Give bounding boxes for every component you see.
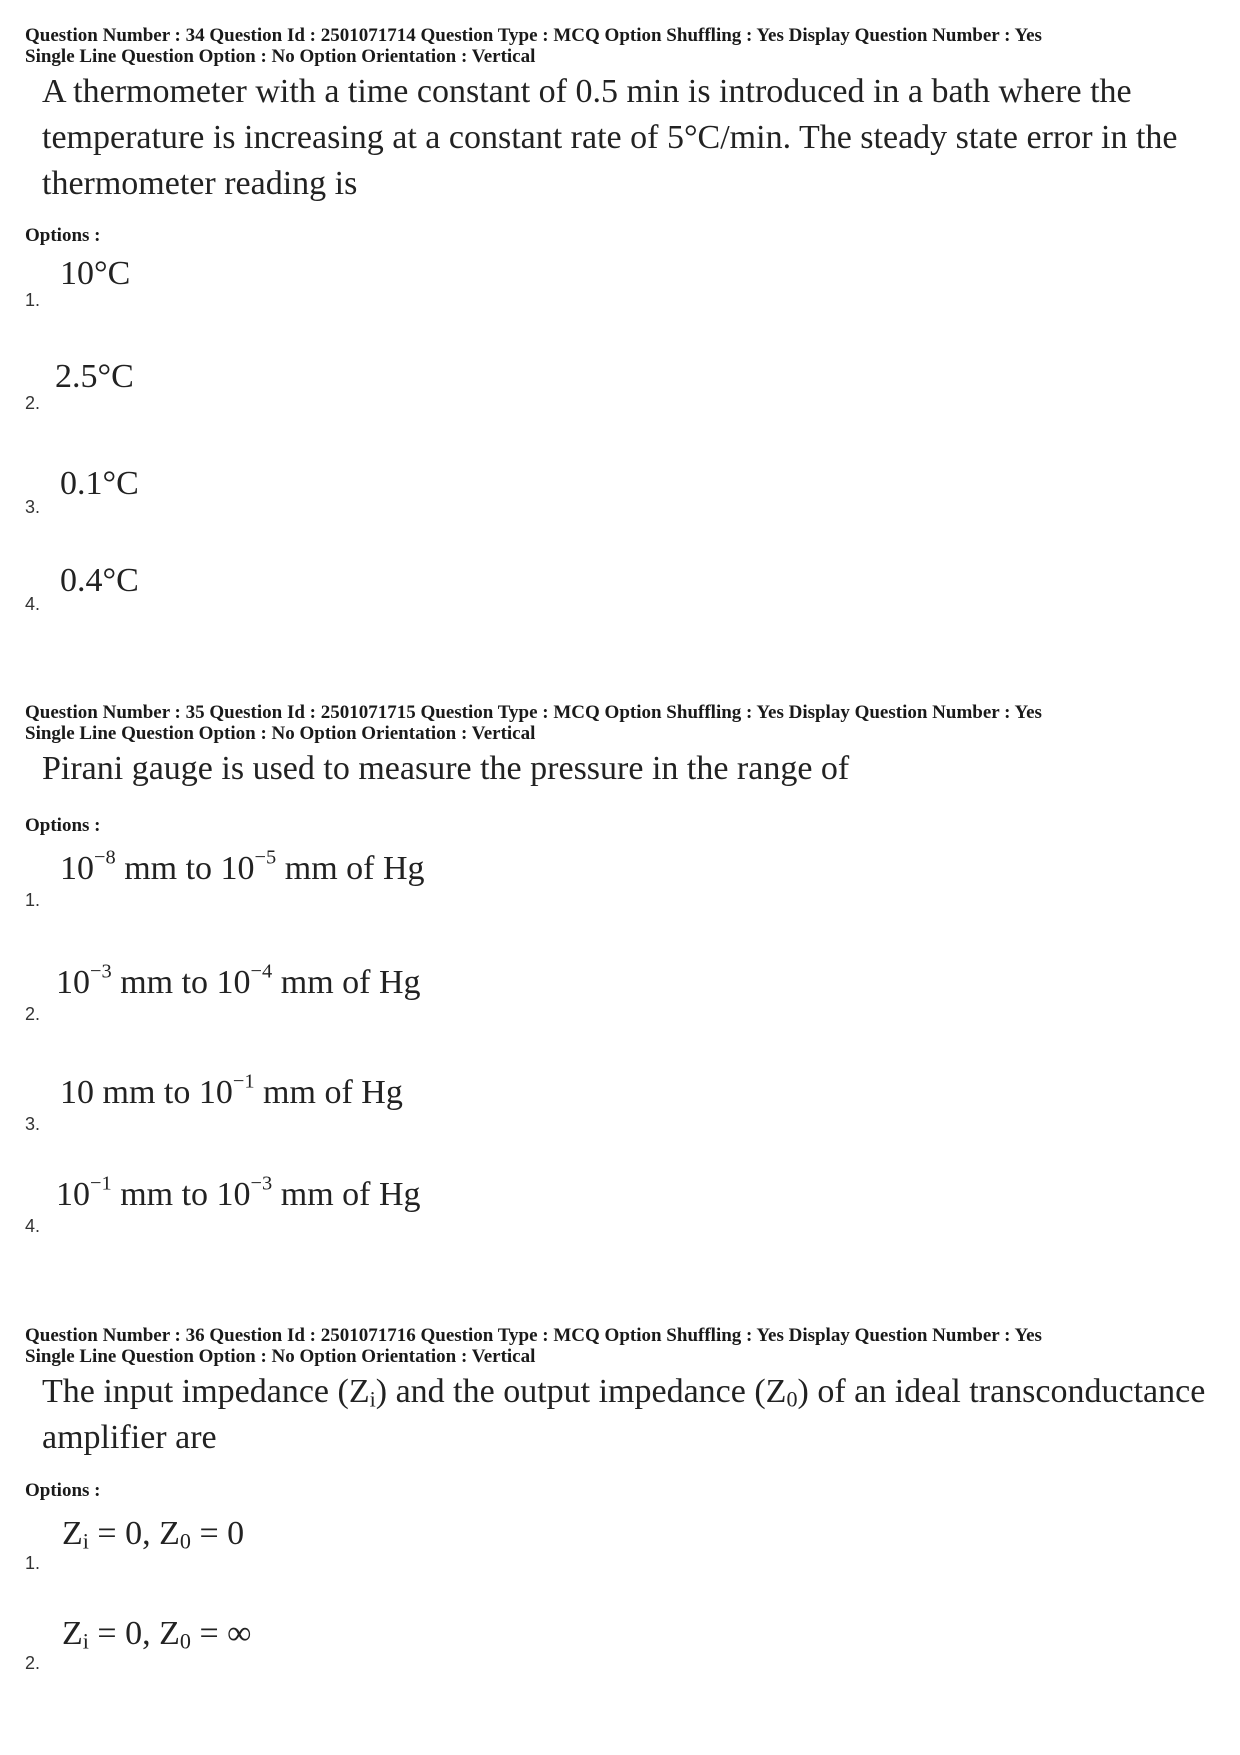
question-meta-line-1: Question Number : 34 Question Id : 2501071714 Question Type : MCQ Option Shuffling : Yes Display Question Number : Yes [25, 25, 1042, 46]
option-text: 10 mm to $10^{-1}$ mm of Hg [60, 1070, 403, 1111]
question-meta-line-2: Single Line Question Option : No Option Orientation : Vertical [25, 1346, 536, 1367]
option-number: 2. [25, 393, 41, 413]
option-number: 3. [25, 1114, 41, 1134]
question-meta-line-2: Single Line Question Option : No Option Orientation : Vertical [25, 46, 536, 67]
option-2[interactable] [25, 358, 725, 428]
options-label: Options : [25, 1480, 101, 1501]
question-text: Pirani gauge is used to measure the pressure in the range of [42, 750, 850, 787]
option-number: 1. [25, 290, 41, 310]
question-34 [25, 25, 1215, 614]
question-35 [25, 702, 1215, 1236]
option-2[interactable] [25, 960, 725, 1034]
option-text: 2.5°C [55, 358, 134, 395]
option-text: $10^{-8}$ mm to $10^{-5}$ mm of Hg [60, 846, 425, 887]
question-text: The input impedance $(Z_i)$ and the output impedance $(Z_0)$ of an ideal transconductance amplifier are [42, 1373, 1206, 1456]
question-meta-line-2: Single Line Question Option : No Option Orientation : Vertical [25, 723, 536, 744]
option-number: 4. [25, 1216, 41, 1236]
question-meta-line-1: Question Number : 36 Question Id : 2501071716 Question Type : MCQ Option Shuffling : Yes Display Question Number : Yes [25, 1325, 1042, 1346]
option-number: 1. [25, 1553, 41, 1573]
question-meta-line-1: Question Number : 35 Question Id : 2501071715 Question Type : MCQ Option Shuffling : Yes Display Question Number : Yes [25, 702, 1042, 723]
option-3[interactable] [25, 465, 725, 535]
option-number: 1. [25, 890, 41, 910]
option-text: 0.4°C [60, 562, 139, 599]
option-1[interactable] [25, 1515, 725, 1585]
options-label: Options : [25, 815, 101, 836]
option-number: 2. [25, 1653, 41, 1673]
option-text: 10°C [60, 255, 131, 292]
option-2[interactable] [25, 1615, 725, 1685]
option-number: 4. [25, 594, 41, 614]
option-1[interactable] [25, 255, 725, 325]
option-text: $10^{-3}$ mm to $10^{-4}$ mm of Hg [56, 960, 421, 1001]
option-4[interactable] [25, 1172, 725, 1246]
option-text: 0.1°C [60, 465, 139, 502]
option-text: $Z_i = 0$, $Z_0$ = ∞ [62, 1615, 252, 1654]
option-number: 2. [25, 1004, 41, 1024]
options-label: Options : [25, 225, 101, 246]
option-text: $10^{-1}$ mm to $10^{-3}$ mm of Hg [56, 1172, 421, 1213]
question-text: A thermometer with a time constant of 0.5 min is introduced in a bath where the temperature is increasing at a constant rate of 5°C/min. The steady state error in the thermometer reading is [42, 73, 1178, 202]
option-3[interactable] [25, 1070, 725, 1144]
option-4[interactable] [25, 562, 725, 632]
question-36 [25, 1325, 1215, 1673]
option-text: $Z_i = 0$, $Z_0 = 0$ [62, 1515, 245, 1554]
option-1[interactable] [25, 846, 725, 920]
option-number: 3. [25, 497, 41, 517]
